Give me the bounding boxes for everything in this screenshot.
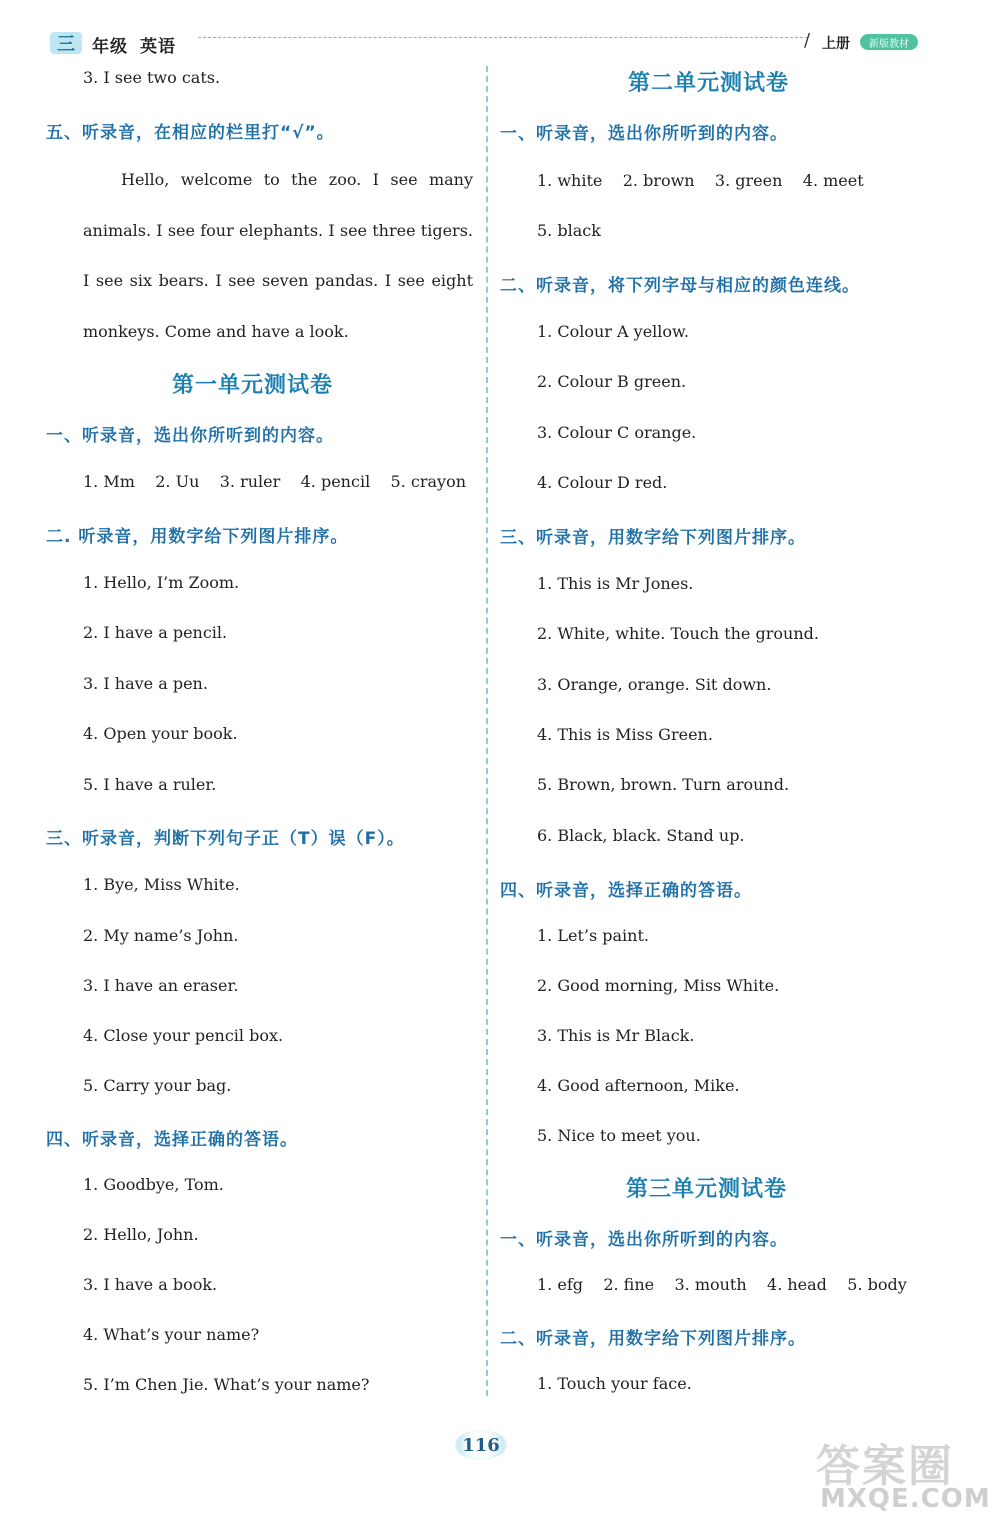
header-rule — [198, 37, 808, 38]
u1-s3-item: 3. I have an eraser. — [83, 976, 239, 995]
u1-s2-item: 3. I have a pen. — [83, 674, 208, 693]
watermark-logo-text: 答案圈 — [816, 1441, 954, 1492]
column-divider — [486, 66, 488, 1396]
u1-s4-item: 5. I’m Chen Jie. What’s your name? — [83, 1375, 370, 1394]
left-top-line: 3. I see two cats. — [83, 68, 221, 87]
u1-s2-item: 5. I have a ruler. — [83, 775, 217, 794]
u2-s3-item: 5. Brown, brown. Turn around. — [537, 775, 790, 794]
unit1-title: 第一单元测试卷 — [172, 372, 334, 398]
u1-s4-item: 2. Hello, John. — [83, 1225, 199, 1244]
u2-s3-item: 6. Black, black. Stand up. — [537, 826, 745, 845]
header-slash: / — [804, 30, 811, 51]
u3-s2-title: 二、听录音，用数字给下列图片排序。 — [500, 1329, 806, 1349]
u2-s4-item: 2. Good morning, Miss White. — [537, 976, 780, 995]
u1-s1-title: 一、听录音，选出你所听到的内容。 — [46, 426, 334, 446]
u2-s4-title: 四、听录音，选择正确的答语。 — [500, 881, 752, 901]
u3-s2-item: 1. Touch your face. — [537, 1374, 692, 1393]
volume-label: 上册 — [822, 36, 850, 52]
site-watermark — [800, 1428, 990, 1518]
u2-s2-title: 二、听录音，将下列字母与相应的颜色连线。 — [500, 276, 860, 296]
u1-s2-item: 2. I have a pencil. — [83, 623, 228, 642]
subject-label: 英语 — [140, 37, 176, 57]
u2-s2-item: 4. Colour D red. — [537, 473, 668, 492]
u1-s4-title: 四、听录音，选择正确的答语。 — [46, 1130, 298, 1150]
u1-s3-title: 三、听录音，判断下列句子正（T）误（F）。 — [46, 829, 405, 849]
u1-s3-item: 1. Bye, Miss White. — [83, 875, 240, 894]
u1-s1-items: 1. Mm 2. Uu 3. ruler 4. pencil 5. crayon — [83, 472, 466, 491]
unit3-title: 第三单元测试卷 — [626, 1176, 788, 1202]
grade-label: 年级 — [92, 37, 128, 57]
u2-s4-item: 4. Good afternoon, Mike. — [537, 1076, 740, 1095]
u2-s4-item: 1. Let’s paint. — [537, 926, 649, 945]
u1-s4-item: 1. Goodbye, Tom. — [83, 1175, 224, 1194]
u2-s1-item: 5. black — [537, 221, 601, 240]
u1-s3-item: 2. My name’s John. — [83, 926, 239, 945]
u2-s2-item: 3. Colour C orange. — [537, 423, 697, 442]
u3-s1-title: 一、听录音，选出你所听到的内容。 — [500, 1230, 788, 1250]
u1-s2-item: 4. Open your book. — [83, 724, 238, 743]
u2-s2-item: 2. Colour B green. — [537, 372, 687, 391]
u2-s3-item: 2. White, white. Touch the ground. — [537, 624, 819, 643]
u2-s3-item: 4. This is Miss Green. — [537, 725, 713, 744]
grade-badge: 三 — [50, 32, 82, 54]
left-section5-passage — [83, 155, 473, 357]
unit2-title: 第二单元测试卷 — [628, 70, 790, 96]
u2-s3-item: 1. This is Mr Jones. — [537, 574, 694, 593]
u1-s2-item: 1. Hello, I’m Zoom. — [83, 573, 240, 592]
page-number: 116 — [455, 1430, 507, 1460]
u1-s4-item: 3. I have a book. — [83, 1275, 218, 1294]
page-header — [0, 0, 1000, 60]
u2-s3-item: 3. Orange, orange. Sit down. — [537, 675, 772, 694]
u1-s2-title: 二. 听录音，用数字给下列图片排序。 — [46, 527, 349, 547]
left-section5-title: 五、听录音，在相应的栏里打“√”。 — [46, 123, 335, 143]
book-title — [92, 32, 188, 57]
watermark-domain: MXQE.COM — [820, 1484, 991, 1514]
u1-s3-item: 4. Close your pencil box. — [83, 1026, 284, 1045]
u1-s3-item: 5. Carry your bag. — [83, 1076, 232, 1095]
u2-s1-item: 1. white 2. brown 3. green 4. meet — [537, 171, 864, 190]
u2-s1-title: 一、听录音，选出你所听到的内容。 — [500, 124, 788, 144]
edition-badge: 新版教材 — [860, 34, 918, 50]
u1-s4-item: 4. What’s your name? — [83, 1325, 260, 1344]
u2-s4-item: 5. Nice to meet you. — [537, 1126, 701, 1145]
passage-text: Hello, welcome to the zoo. I see many animals. I see four elephants. I see three tigers. I see six bears. I see seven pandas. I see eight monkeys. Come and have a look. — [83, 170, 473, 341]
u3-s1-items: 1. efg 2. fine 3. mouth 4. head 5. body — [537, 1275, 907, 1294]
u2-s3-title: 三、听录音，用数字给下列图片排序。 — [500, 528, 806, 548]
u2-s2-item: 1. Colour A yellow. — [537, 322, 689, 341]
u2-s4-item: 3. This is Mr Black. — [537, 1026, 695, 1045]
